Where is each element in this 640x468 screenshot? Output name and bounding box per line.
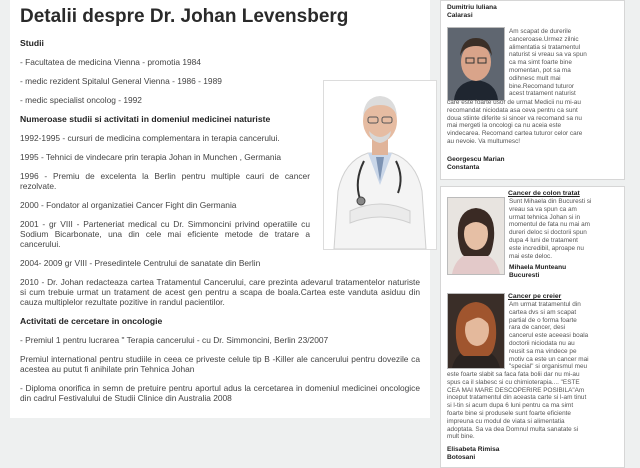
- testimonial-text: Am scapat de durerile canceroase.Urmez zilnic alimentatia si tratamentul naturist si vreau sa va spun ca ma simt foarte bine momentan, pot sa ma odihnesc mult mai bine.Recomand tuturor acest tratament naturist: [509, 28, 587, 98]
- research-item: - Premiul 1 pentru lucrarea " Terapia cancerului - cu Dr. Simmoncini, Berlin 23/2007: [20, 335, 329, 345]
- testimonial-city: Botosani: [447, 454, 476, 461]
- research-item: Premiul international pentru studiile in ceea ce priveste celule tip B -Killer ale cancerului pentru dovezile ca acestea au putut fi anihilate prin Tehnica Johan: [20, 354, 420, 374]
- testimonial-city: Bucuresti: [509, 272, 540, 279]
- testimonial-photo: [447, 293, 505, 369]
- activity-item: 2004- 2009 gr VIII - Presedintele Centrului de sanatate din Berlin: [20, 258, 261, 268]
- activity-item: 1996 - Premiu de excelenta la Berlin pentru multiple cauri de cancer rezolvate.: [20, 171, 310, 191]
- testimonial-author: Georgescu Marian: [447, 156, 505, 163]
- research-heading: Activitati de cercetare in oncologie: [20, 316, 163, 326]
- testimonial-author: Mihaela Munteanu: [509, 264, 567, 271]
- man-portrait-icon: [448, 28, 504, 100]
- study-item: - Facultatea de medicina Vienna - promotia 1984: [20, 57, 201, 67]
- study-item: - medic specialist oncolog - 1992: [20, 95, 142, 105]
- activity-item: 2001 - gr VIII - Parteneriat medical cu Dr. Simmoncini privind operatiile cu Sodium Bicarbonate, una din cele mai eficiente metode de tratare a cancerului.: [20, 219, 310, 249]
- testimonial-card: [440, 186, 625, 468]
- doctor-portrait-icon: [324, 81, 436, 249]
- research-item: - Diploma onorifica in semn de pretuire pentru aportul adus la cercetarea in domeniul medicinei oncologice din cadrul Festivalului de Studii Clinice din Australia 2008: [20, 383, 420, 403]
- testimonial-link-brain-cancer[interactable]: Cancer pe creier: [508, 293, 562, 300]
- testimonial-author: Dumitriu Iuliana: [447, 4, 497, 11]
- activity-item: 1995 - Tehnici de vindecare prin terapia Johan in Munchen , Germania: [20, 152, 282, 162]
- activity-item: 2010 - Dr. Johan redacteaza cartea Tratamentul Cancerului, care prezinta adevarul tratamentelor naturiste si cum trebuie urmat un tratament de acest gen pentru a scapa de boala.Cartea este vanduta asiduu din cauza multiplelor rezultate pozitive in randul pacientilor.: [20, 277, 420, 307]
- testimonial-city: Constanta: [447, 164, 480, 171]
- testimonial-text-continued: este foarte slabit sa faca fata bolii dar nu mi-au spus ca il slabesc si cu chimioterapia.... "ESTE CEA MAI MARE DESCOPERIRE POSIBILA"Am inceput tratamentul din aceasta carte si l-am tinut si l-tin si acum dupa 6 luni pentru ca ma simt foarte bine si produsele sunt foarte eficiente impreuna cu modul de viata si alimentatia adoptata. Sa va dea Domnul multa sanatate si mult bine.: [447, 371, 587, 441]
- testimonial-photo: [447, 27, 505, 101]
- activity-item: 2000 - Fondator al organizatiei Cancer Fight din Germania: [20, 200, 237, 210]
- activity-heading: Numeroase studii si activitati in domeniul medicinei naturiste: [20, 114, 271, 124]
- main-content-panel: [10, 0, 430, 418]
- page-title: Detalii despre Dr. Johan Levensberg: [20, 6, 349, 27]
- testimonial-card: [440, 0, 625, 180]
- woman-portrait-icon: [448, 294, 504, 368]
- testimonial-link-colon-cancer[interactable]: Cancer de colon tratat: [508, 190, 580, 197]
- woman-portrait-icon: [448, 198, 504, 274]
- testimonial-author: Elisabeta Rimisa: [447, 446, 500, 453]
- testimonial-text: Sunt Mihaela din Bucuresti si vreau sa va spun ca am urmat tehnica Johan si in momentul de fata nu mai am dureri deloc si doctorii spun dupa 4 luni de tratament este incredibil, aproape nu mai este deloc.: [509, 198, 592, 260]
- testimonial-text-continued: care este foarte usor de urmat Medicii nu mi-au recomandat niciodata asa ceva pentru ca sunt doua stiinte diferite si sincer va recomand sa nu mai mergeti la oncologi ca nu aceia este vindecarea. Recomand cartea tuturor celor care au nevoie. Va multumesc!: [447, 99, 583, 145]
- testimonial-text: Am urmat tratamentul din cartea dvs si am scapat partial de o forma foarte rara de cancer, desi cancerul este aceeasi boala doctorii niciodata nu au reusit sa ma vindece pe motiv ca este un cancer mai "special" si organismul meu: [509, 301, 589, 371]
- activity-item: 1992-1995 - cursuri de medicina complementara in terapia cancerului.: [20, 133, 280, 143]
- testimonial-city: Calarasi: [447, 12, 473, 19]
- testimonials-sidebar: [440, 0, 625, 468]
- testimonial-photo: [447, 197, 505, 275]
- doctor-photo: [323, 80, 437, 250]
- study-item: - medic rezident Spitalul General Vienna - 1986 - 1989: [20, 76, 222, 86]
- studies-heading: Studii: [20, 38, 44, 48]
